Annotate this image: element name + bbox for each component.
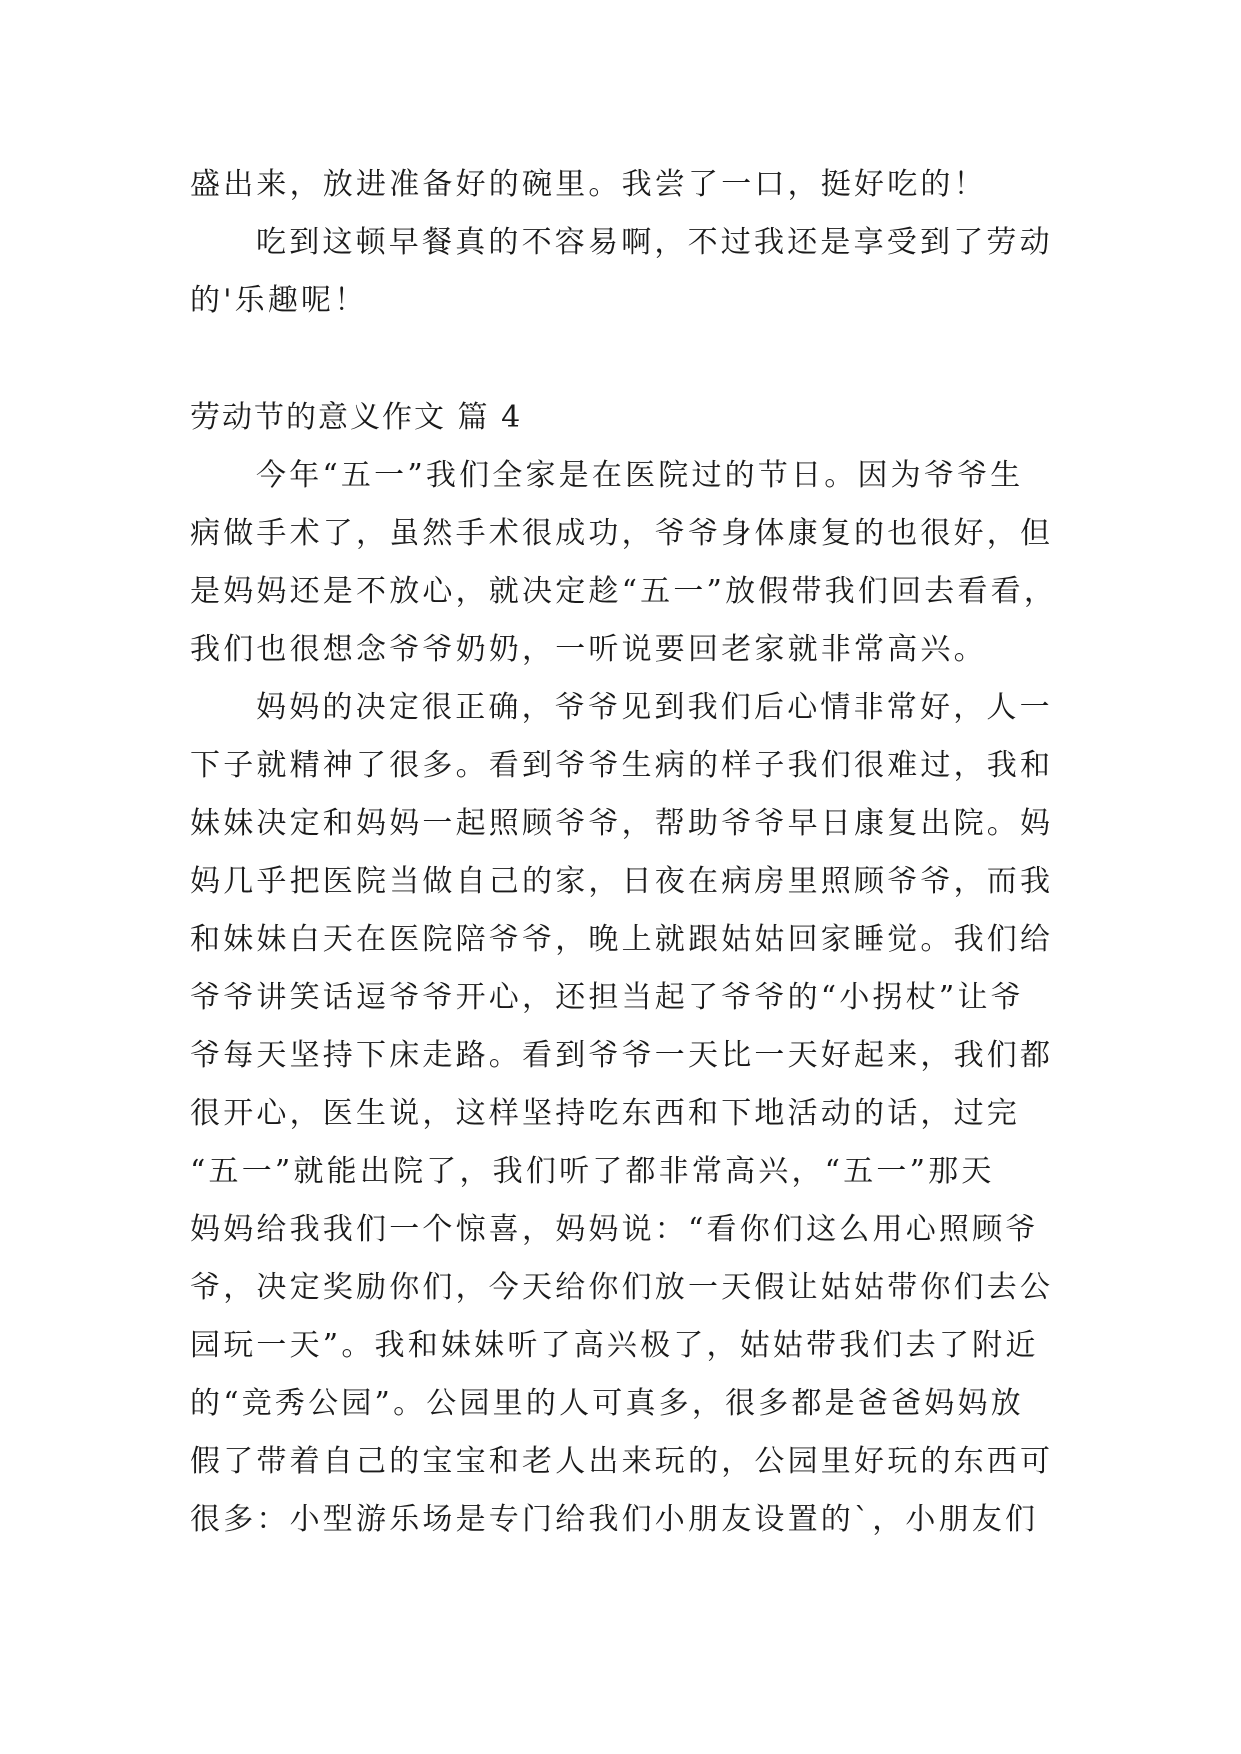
paragraph-line: 妈妈给我我们一个惊喜，妈妈说：“看你们这么用心照顾爷 [190, 1212, 1039, 1247]
paragraph-line: 是妈妈还是不放心，就决定趁“五一”放假带我们回去看看， [190, 574, 1058, 609]
paragraph-line: 很多：小型游乐场是专门给我们小朋友设置的`，小朋友们 [190, 1502, 1039, 1537]
paragraph-line: 爷爷讲笑话逗爷爷开心，还担当起了爷爷的“小拐杖”让爷 [190, 980, 1024, 1015]
paragraph-line: 假了带着自己的宝宝和老人出来玩的，公园里好玩的东西可 [190, 1444, 1054, 1479]
paragraph-line: 下子就精神了很多。看到爷爷生病的样子我们很难过，我和 [190, 748, 1054, 783]
paragraph-line: 盛出来，放进准备好的碗里。我尝了一口，挺好吃的！ [190, 167, 987, 202]
paragraph-line: “五一”就能出院了，我们听了都非常高兴，“五一”那天 [190, 1154, 995, 1189]
paragraph-line: 和妹妹白天在医院陪爷爷，晚上就跟姑姑回家睡觉。我们给 [190, 922, 1054, 957]
paragraph-line: 爷，决定奖励你们，今天给你们放一天假让姑姑带你们去公 [190, 1270, 1054, 1305]
section-heading: 劳动节的意义作文 篇 4 [190, 400, 523, 435]
paragraph-line: 今年“五一”我们全家是在医院过的节日。因为爷爷生 [256, 458, 1024, 493]
paragraph-line: 妹妹决定和妈妈一起照顾爷爷，帮助爷爷早日康复出院。妈 [190, 806, 1054, 841]
essay-section-4 [190, 389, 1058, 1549]
paragraph-line: 病做手术了，虽然手术很成功，爷爷身体康复的也很好，但 [190, 516, 1054, 551]
previous-section-ending [190, 156, 1053, 330]
paragraph-line: 我们也很想念爷爷奶奶，一听说要回老家就非常高兴。 [190, 632, 987, 667]
paragraph-line: 的“竞秀公园”。公园里的人可真多，很多都是爸爸妈妈放 [190, 1386, 1024, 1421]
paragraph-line: 园玩一天”。我和妹妹听了高兴极了，姑姑带我们去了附近 [190, 1328, 1039, 1363]
paragraph-line: 很开心，医生说，这样坚持吃东西和下地活动的话，过完 [190, 1096, 1020, 1131]
paragraph-line: 妈妈的决定很正确，爷爷见到我们后心情非常好，人一 [256, 690, 1053, 725]
paragraph-line: 妈几乎把医院当做自己的家，日夜在病房里照顾爷爷，而我 [190, 864, 1054, 899]
paragraph-line: 的'乐趣呢！ [190, 283, 368, 318]
paragraph-line: 爷每天坚持下床走路。看到爷爷一天比一天好起来，我们都 [190, 1038, 1054, 1073]
paragraph-line: 吃到这顿早餐真的不容易啊，不过我还是享受到了劳动 [256, 225, 1053, 260]
